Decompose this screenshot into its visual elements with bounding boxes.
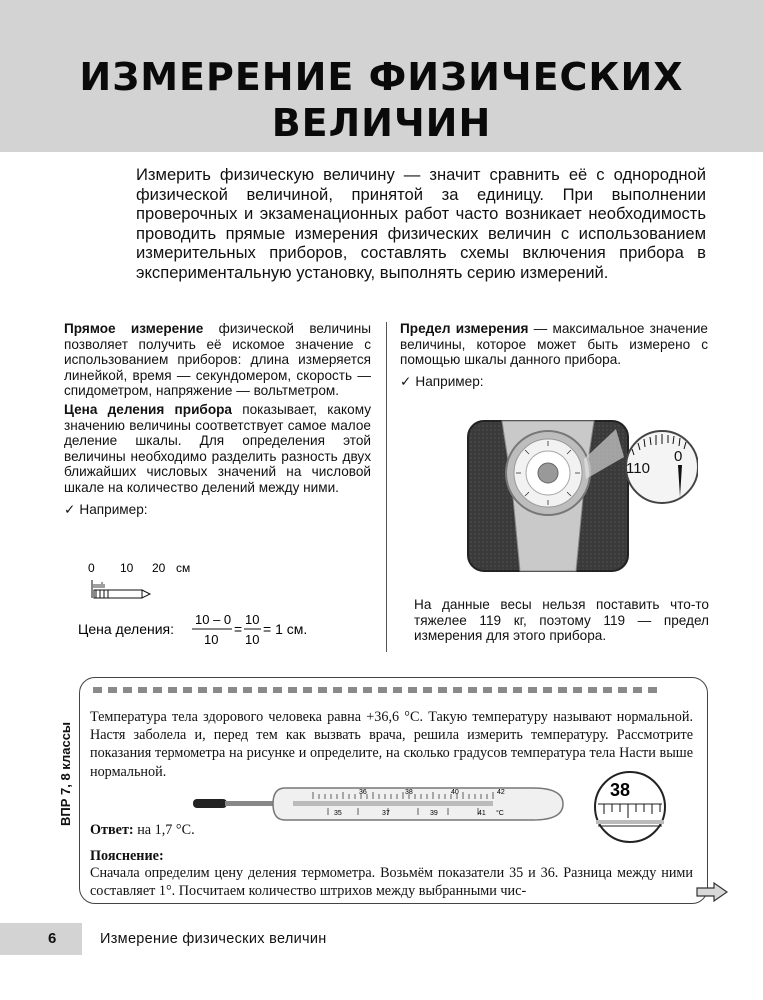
task-side-label — [54, 692, 76, 828]
ruler-illustration — [86, 560, 206, 606]
formula-result: = 1 см. — [263, 621, 308, 637]
ruler-label-0: 0 — [88, 561, 95, 575]
thermo-label-42: 42 — [497, 789, 505, 796]
direct-measurement-term: Прямое измерение — [64, 321, 204, 336]
task-side-label-text: ВПР 7, 8 классы — [58, 721, 73, 826]
direct-measurement-text: физической величины позволяет получить её искомое значение с использованием приборов: длина измеряется линейкой, время — секундомером, скорость — спидометром, напряжение — вольтметром. — [64, 321, 371, 399]
task-dash-decoration — [93, 687, 693, 693]
thermo-label-38: 38 — [405, 789, 413, 796]
limit-paragraph — [400, 321, 708, 368]
intro-paragraph: Измерить физическую величину — значит сравнить её с однородной физической величиной, принятой за единицу. При выполнении проверочных и экзаменационных работ часто возникает необходимость проводить прямые измерения физических величин с использованием измерительных приборов, составлять схемы включения прибора в экспериментальную установку, выполнять серию измерений. — [136, 165, 706, 282]
ruler-label-20: 20 — [152, 561, 166, 575]
division-formula — [78, 610, 338, 650]
right-column — [400, 321, 708, 389]
right-example — [400, 374, 708, 390]
right-example-label: Например: — [415, 373, 484, 389]
thermo-label-40: 40 — [451, 789, 459, 796]
page-title-line2: ВЕЛИЧИН — [271, 101, 492, 145]
thermo-label-37: 37 — [382, 810, 390, 817]
formula-prefix: Цена деления: — [78, 621, 175, 637]
checkmark-icon: ✓ — [400, 373, 412, 389]
direct-measurement-paragraph — [64, 321, 371, 399]
formula-eq: = — [234, 621, 243, 637]
ruler-ticks — [94, 582, 104, 588]
thermo-label-41: 41 — [478, 810, 486, 817]
column-divider — [386, 322, 387, 652]
page-title — [0, 54, 763, 146]
scale-zoom-label-0: 0 — [674, 448, 683, 465]
formula-num1: 10 – 0 — [195, 612, 232, 627]
thermo-label-39: 39 — [430, 810, 438, 817]
formula-num2: 10 — [245, 612, 260, 627]
answer-line — [90, 822, 195, 839]
thermo-label-35: 35 — [334, 810, 342, 817]
left-example-label: Например: — [79, 501, 148, 517]
page-title-line1: ИЗМЕРЕНИЕ ФИЗИЧЕСКИХ — [79, 55, 684, 99]
formula-den2: 10 — [245, 632, 260, 647]
ruler-label-unit: см — [176, 561, 191, 575]
scale-caption: На данные весы нельзя поставить что-то тяжелее 119 кг, поэтому 119 — предел измерения для этого прибора. — [414, 597, 709, 644]
formula-den1: 10 — [204, 632, 219, 647]
answer-label: Ответ: — [90, 822, 134, 838]
answer-value: на 1,7 °С. — [137, 822, 195, 838]
limit-term: Предел измерения — [400, 321, 529, 336]
division-value-term: Цена деления прибора — [64, 401, 232, 417]
explanation-text: Сначала определим цену деления термометра. Возьмём показатели 35 и 36. Разница между ними составляет 1°. Посчитаем количество штрихов между выбранными чис- — [90, 865, 693, 900]
thermometer-illustration — [193, 784, 565, 824]
checkmark-icon: ✓ — [64, 501, 76, 517]
thermometer-zoom-illustration — [590, 770, 670, 844]
thermo-label-36: 36 — [359, 789, 367, 796]
division-value-paragraph — [64, 402, 371, 496]
ruler-label-10: 10 — [120, 561, 134, 575]
footer-page-box — [0, 923, 82, 955]
page-number: 6 — [48, 930, 57, 947]
bathroom-scale-illustration — [466, 417, 698, 573]
scale-zoom-label-110: 110 — [626, 460, 650, 477]
footer-section-title: Измерение физических величин — [100, 931, 327, 947]
pencil-icon — [94, 590, 150, 598]
division-value-text: показывает, какому значению величины соответствует самое малое деление шкалы. Для определения этой величины необходимо разделить разность двух ближайших числовых значений на числовой шкале на количество делений между ними. — [64, 401, 371, 495]
left-column — [64, 321, 371, 517]
left-example — [64, 502, 371, 518]
explanation-title: Пояснение: — [90, 848, 164, 864]
thermo-zoom-label: 38 — [610, 780, 631, 800]
thermo-label-unit: °С — [496, 810, 504, 817]
limit-text: — максимальное значение величины, которое может быть измерено с помощью шкалы данного прибора. — [400, 321, 708, 368]
continue-arrow-icon — [696, 882, 728, 902]
task-text: Температура тела здорового человека равна +36,6 °С. Такую температуру называют нормальной. Настя заболела и, перед тем как вызвать врача, решила измерить температуру. Рассмотрите показания термометра на рисунке и определите, на сколько градусов температура тела Насти выше нормальной. — [90, 709, 693, 780]
